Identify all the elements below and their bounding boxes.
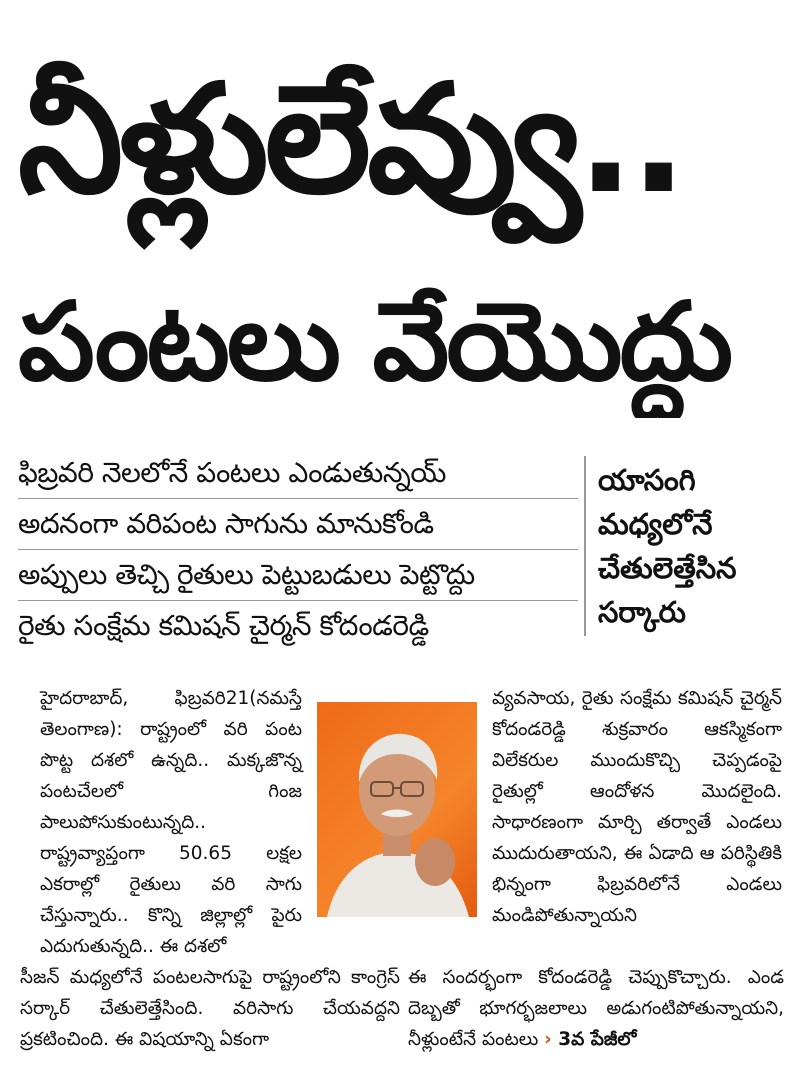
article-column-bottom-left: [20, 962, 400, 1055]
portrait-illustration: [317, 702, 477, 917]
headline-line-1: నీళ్లులేవ్వు..: [18, 53, 684, 227]
jump-label: 3వ పేజీలో: [558, 1029, 637, 1050]
sidebar-line: యాసంగి: [598, 463, 696, 497]
article-column-right: [492, 683, 782, 931]
article-paragraph: సీజన్ మధ్యలోనే పంటలసాగుపై రాష్ట్రంలోని కాంగ్రెస్ సర్కార్ చేతులెత్తేసింది. వరిసాగు చేయవద్దని ప్రకటించింది. ఈ విషయాన్ని ఏకంగా: [20, 967, 400, 1050]
article-paragraph: వ్యవసాయ, రైతు సంక్షేమ కమిషన్ చైర్మన్ కోదండరెడ్డి శుక్రవారం ఆకస్మికంగా విలేకరుల ముందుకొచ్చి చెప్పడంపై రైతుల్లో ఆందోళన మొదలైంది. సాధారణంగా మార్చి తర్వాతే ఎండలు ముదురుతాయని, ఈ ఏడాది ఆ పరిస్థితికి భిన్నంగా ఫిబ్రవరిలోనే ఎండలు మండిపోతున్నాయని: [492, 688, 782, 926]
article-column-left: [40, 683, 302, 962]
sidebar-line: చేతులెత్తేసిన: [598, 551, 737, 585]
article-paragraph: హైదరాబాద్, ఫిబ్రవరి21(నమస్తే తెలంగాణ): రాష్ట్రంలో వరి పంట పొట్ట దశలో ఉన్నది.. మక్కజొన్న పంటచేలలో గింజ పాలుపోసుకుంటున్నది.. రాష్ట్రవ్యాప్తంగా 50.65 లక్షల ఎకరాల్లో రైతులు వరి సాగు చేస్తున్నారు.. కొన్ని జిల్లాల్లో పైరు ఎదుగుతున్నది.. ఈ దశలో: [40, 688, 302, 957]
jump-arrow-icon: ›: [544, 1029, 552, 1050]
subhead-line: రైతు సంక్షేమ కమిషన్ చైర్మన్ కోదండరెడ్డి: [18, 609, 429, 642]
sidebar-divider: [584, 456, 586, 636]
article-column-bottom-right: [408, 962, 784, 1055]
article-paragraph: [408, 962, 784, 1055]
subhead-line: అప్పులు తెచ్చి రైతులు పెట్టుబడులు పెట్టొద్దు: [18, 550, 578, 601]
subhead-line: అదనంగా వరిపంట సాగును మానుకోండి: [18, 499, 578, 550]
sidebar-line: మధ్యలోనే: [598, 507, 713, 541]
subhead-line: ఫిబ్రవరి నెలలోనే పంటలు ఎండుతున్నయ్: [18, 448, 578, 499]
sidebar-line: సర్కారు: [598, 595, 686, 629]
subhead-list: [18, 448, 578, 651]
sidebar-box: [598, 458, 788, 634]
article-text: ఈ సందర్భంగా కోదండరెడ్డి చెప్పుకొచ్చారు. ఎండ దెబ్బతో భూగర్భజలాలు అడుగంటిపోతున్నాయని, నీళ్లుంటేనే పంటలు: [408, 967, 784, 1050]
page-jump-link[interactable]: [544, 1029, 636, 1050]
portrait-photo: [317, 702, 477, 917]
headline-line-2: పంటలు వేయొద్దు: [18, 280, 731, 405]
